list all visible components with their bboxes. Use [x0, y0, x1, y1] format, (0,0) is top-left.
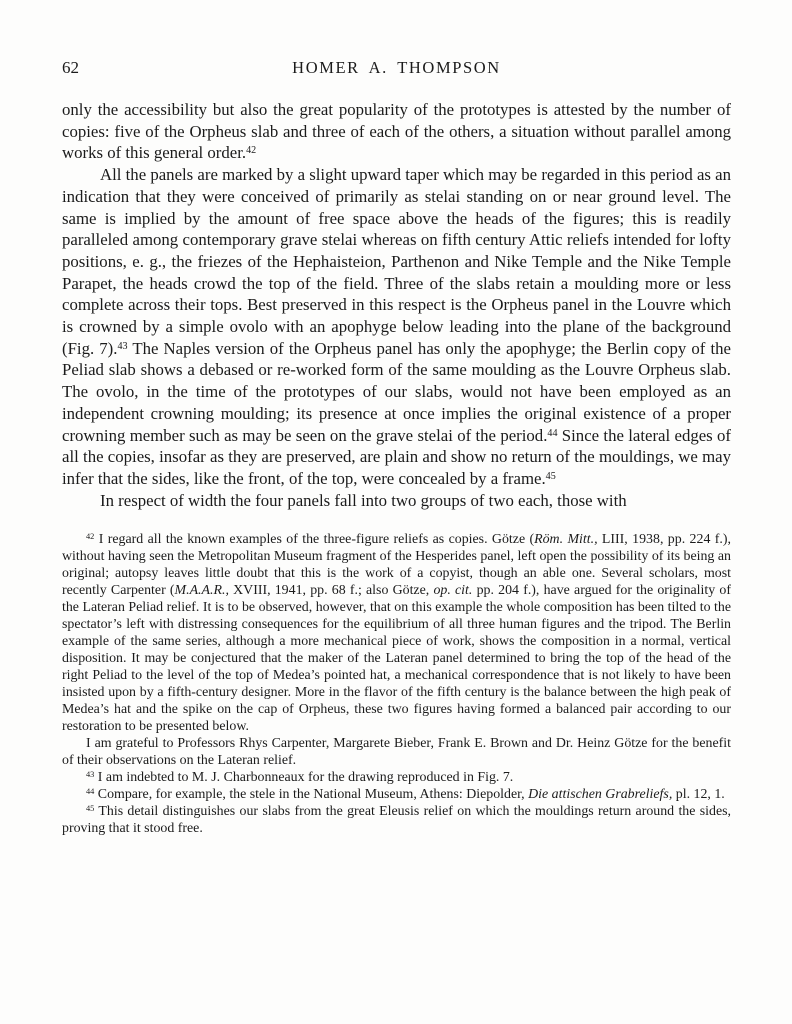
- text-run: I am indebted to M. J. Charbonneaux for the drawing reproduced in Fig. 7.: [94, 769, 514, 785]
- page-content: [62, 58, 731, 838]
- text-run: LIII, 1938, pp. 224 f.), without having seen the Metropolitan Museum fragment of the Hesperides panel, left open the possibility of its being an original; autopsy leaves little doubt that this is the work of a copyist, though an able one. Several scholars, most recently Carpenter (: [62, 532, 731, 599]
- italic-text: Die attischen Grabreliefs,: [528, 786, 673, 802]
- italic-text: op. cit.: [433, 583, 473, 599]
- footnote-paragraph: [62, 736, 731, 770]
- italic-text: Röm. Mitt.,: [534, 532, 598, 548]
- page-number: 62: [62, 58, 79, 77]
- footnote-ref-45: 45: [545, 470, 556, 482]
- running-head: HOMER A. THOMPSON: [292, 58, 501, 77]
- body-paragraph: [62, 490, 731, 512]
- footnote-number-45: 45: [86, 803, 95, 813]
- italic-text: M.A.A.R.,: [174, 583, 229, 599]
- footnote-number-43: 43: [86, 769, 95, 779]
- text-run: This detail distinguishes our slabs from the great Eleusis relief on which the mouldings return around the sides, proving that it stood free.: [62, 803, 731, 836]
- footnote-ref-42: 42: [246, 145, 257, 157]
- footnote-ref-43: 43: [117, 340, 128, 352]
- text-run: Compare, for example, the stele in the National Museum, Athens: Diepolder,: [94, 786, 529, 802]
- text-run: XVIII, 1941, pp. 68 f.; also Götze,: [228, 583, 434, 599]
- footnotes: [62, 532, 731, 837]
- footnote-ref-44: 44: [547, 427, 558, 439]
- body-paragraph: [62, 99, 731, 164]
- footnote-paragraph: [62, 787, 731, 804]
- text-run: Since the lateral edges of all the copies, insofar as they are preserved, are plain and show no return of the mouldings, we may infer that the sides, like the front, of the top, were concealed by a frame.: [62, 425, 732, 488]
- text-run: I am grateful to Professors Rhys Carpenter, Margarete Bieber, Frank E. Brown and Dr. Heinz Götze for the benefit of their observations on the Lateran relief.: [62, 735, 731, 768]
- text-run: The Naples version of the Orpheus panel has only the apophyge; the Berlin copy of the Peliad slab shows a debased or re-worked form of the same moulding as the Louvre Orpheus slab. The ovolo, in the time of the prototypes of our slabs, would not have been employed as an independent crowning moulding; its presence at once implies the original existence of a proper crowning member such as may be seen on the grave stelai of the period.: [62, 338, 731, 445]
- text-run: only the accessibility but also the great popularity of the prototypes is attested by the number of copies: five of the Orpheus slab and three of each of the others, a situation without parallel among works of this general order.: [62, 100, 731, 163]
- footnote-paragraph: [62, 532, 731, 735]
- body-paragraph: [62, 164, 731, 490]
- text-run: pl. 12, 1.: [672, 786, 725, 802]
- text-run: pp. 204 f.), have argued for the originality of the Lateran Peliad relief. It is to be observed, however, that on this example the whole composition has been tilted to the spectator’s left with distressing consequences for the equilibrium of all three human figures and the tripod. The Berlin example of the same series, although a more mechanical piece of work, shows the composition in a normal, vertical disposition. It may be conjectured that the maker of the Lateran panel determined to bring the top of the head of the right Peliad to the level of the top of Medea’s pointed hat, a mechanical correspondence that is not likely to have been insisted upon by a fifth-century designer. More in the flavor of the fifth century is the balance between the high peak of Medea’s hat and the spike on the cap of Orpheus, these two figures having formed a balanced pair according to our restoration to be presented below.: [62, 583, 731, 734]
- text-run: I regard all the known examples of the three-figure reliefs as copies. Götze (: [94, 532, 535, 548]
- page-header: [62, 58, 731, 78]
- text-run: All the panels are marked by a slight upward taper which may be regarded in this period as an indication that they were conceived of primarily as stelai standing on or near ground level. The same is implied by the amount of free space above the heads of the figures; this is readily paralleled among contemporary grave stelai whereas on fifth century Attic reliefs intended for lofty positions, e. g., the friezes of the Hephaisteion, Parthenon and Nike Temple and the Nike Temple Parapet, the heads crowd the top of the field. Three of the slabs retain a moulding more or less complete across their tops. Best preserved in this respect is the Orpheus panel in the Louvre which is crowned by a simple ovolo with an apophyge below leading into the plane of the background (Fig. 7).: [62, 165, 731, 358]
- body-text: [62, 99, 731, 511]
- footnote-number-42: 42: [86, 532, 95, 542]
- footnote-paragraph: [62, 770, 731, 787]
- footnote-paragraph: [62, 804, 731, 838]
- text-run: In respect of width the four panels fall into two groups of two each, those with: [100, 490, 627, 510]
- footnote-number-44: 44: [86, 786, 95, 796]
